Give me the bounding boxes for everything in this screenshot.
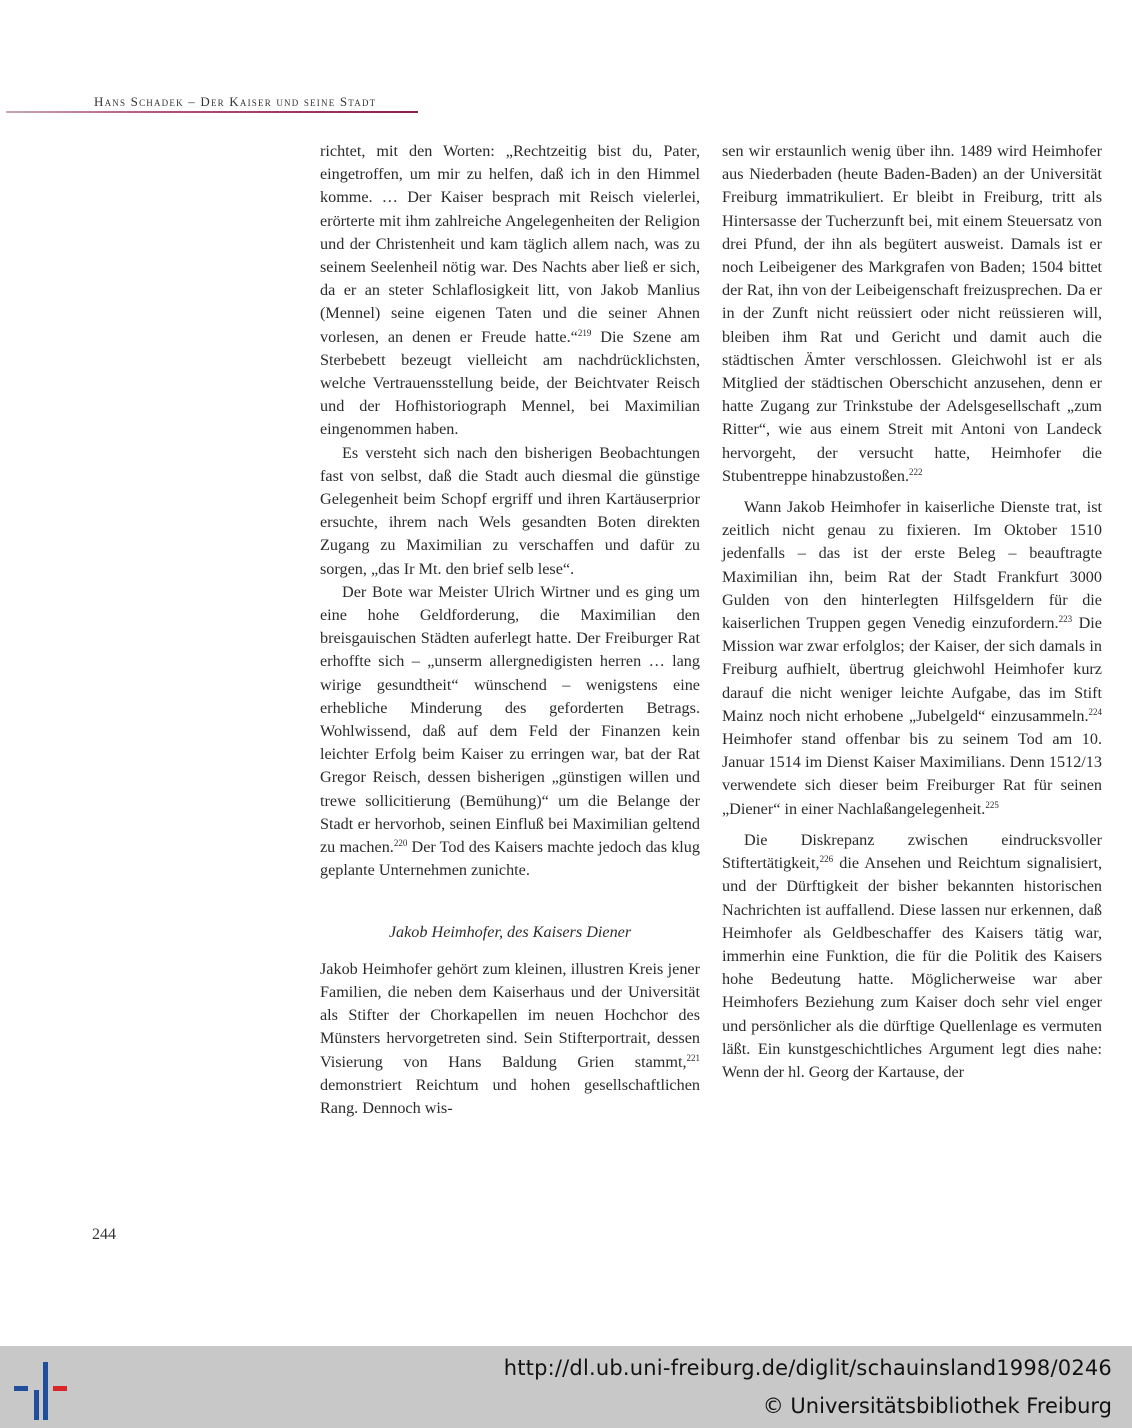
- paragraph: [320, 581, 700, 883]
- text-run: Heimhofer stand offenbar bis zu seinem Tod am 10. Januar 1514 im Dienst Kaiser Maximilians. Denn 1512/13 verwendete sich dieser beim Freiburger Rat für seinen „Diener“ in einer Nachlaßangelegenheit.: [722, 730, 1102, 818]
- footnote-ref[interactable]: 225: [985, 799, 999, 810]
- text-run: Die Szene am Sterbebett bezeugt vielleicht am nachdrücklichsten, welche Vertrauensstellung beide, der Beichtvater Reisch und der Hofhistoriograph Mennel, bei Maximilian eingenommen haben.: [320, 327, 700, 439]
- source-url-link[interactable]: http://dl.ub.uni-freiburg.de/diglit/schauinsland1998/0246: [503, 1356, 1112, 1380]
- paragraph: [722, 829, 1102, 1084]
- footnote-ref[interactable]: 226: [819, 854, 834, 865]
- text-run: richtet, mit den Worten: „Rechtzeitig bist du, Pater, eingetroffen, um mir zu helfen, daß ich in den Himmel komme. … Der Kaiser besprach mit Reisch vielerlei, erörterte mit ihm zahlreiche Angelegenheiten der Religion und der Christenheit und kam täglich allem nach, was zu seinem Seelenheil nötig war. Des Nachts aber ließ er sich, da er an steter Schlaflosigkeit litt, von Jakob Manlius (Mennel) seine eigenen Taten und die seiner Ahnen vorlesen, an denen er Freude hatte.“: [320, 142, 700, 346]
- text-run: demonstriert Reichtum und hohen gesellschaftlichen Rang. Dennoch wis-: [320, 1075, 700, 1117]
- footnote-ref[interactable]: 220: [393, 838, 408, 849]
- copyright-text: © Universitätsbibliothek Freiburg: [762, 1394, 1112, 1418]
- text-run: die Ansehen und Reichtum signalisiert, und der Dürftigkeit der bisher bekannten historischen Nachrichten ist auffallend. Diese lassen nur erkennen, daß Heimhofer als Geldbeschaffer des Kaisers tätig war, immerhin eine Funktion, die für die Politik des Kaisers hohe Bedeutung hatte. Möglicherweise war aber Heimhofers Beziehung zum Kaiser doch sehr viel enger und persönlicher als die dürftige Quellenlage es vermuten läßt. Ein kunstgeschichtliches Argument legt dies nahe: Wenn der hl. Georg der Kartause, der: [722, 854, 1102, 1081]
- footnote-ref[interactable]: 221: [686, 1052, 700, 1063]
- library-logo-icon[interactable]: [2, 1362, 72, 1424]
- paragraph: [722, 140, 1102, 488]
- header-rule: [6, 111, 418, 113]
- footnote-ref[interactable]: 223: [1058, 614, 1073, 625]
- footnote-ref[interactable]: 222: [909, 466, 923, 477]
- footnote-ref[interactable]: 219: [577, 327, 592, 338]
- section-heading: Jakob Heimhofer, des Kaisers Diener: [388, 922, 632, 941]
- right-column: [722, 140, 1102, 1084]
- page-number: 244: [92, 1226, 116, 1243]
- text-run: Die Mission war zwar erfolglos; der Kaiser, der sich damals in Freiburg aufhielt, übertrug gleichwohl Heimhofer kurz darauf die nicht weniger leichte Aufgabe, das im Stift Mainz noch nicht erhobene „Jubelgeld“ einzusammeln.: [722, 614, 1102, 725]
- text-run: Der Bote war Meister Ulrich Wirtner und es ging um eine hohe Geldforderung, die Maximilian den breisgauischen Städten auferlegt hatte. Der Freiburger Rat erhoffte sich – „unserm allergnedigisten herren … lang wirige gesundtheit“ wünschend – wenigstens eine erhebliche Minderung des geforderten Betrags. Wohlwissend, daß auf dem Feld der Finanzen kein leichter Erfolg beim Kaiser zu erringen war, bat der Rat Gregor Reisch, dessen bisherigen „günstigen willen und trewe sollicitierung (Bemühung)“ um die Belange der Stadt er hervorhob, seinen Einfluß bei Maximilian geltend zu machen.: [320, 582, 700, 857]
- text-run: Die Diskrepanz zwischen eindrucksvoller Stiftertätigkeit,: [722, 830, 1102, 873]
- text-run: Jakob Heimhofer gehört zum kleinen, illustren Kreis jener Familien, die neben dem Kaiserhaus und der Universität als Stifter der Chorkapellen im neuen Hochchor des Münsters hervorgetreten sind. Sein Stifterportrait, dessen Visierung von Hans Baldung Grien stammt,: [320, 959, 700, 1071]
- footnote-ref[interactable]: 224: [1088, 706, 1102, 717]
- paragraph: Es versteht sich nach den bisherigen Beobachtungen fast von selbst, daß die Stadt auch diesmal die günstige Gelegenheit beim Schopf ergriff und ihren Kartäuserprior ersuchte, ihrem nach Wels gesandten Boten direkten Zugang zu Maximilian zu verschaffen und dafür zu sorgen, „das Ir Mt. den brief selb lese“.: [320, 443, 700, 578]
- footer-bar: [0, 1346, 1132, 1428]
- text-run: sen wir erstaunlich wenig über ihn. 1489 wird Heimhofer aus Niederbaden (heute Baden-Baden) an der Universität Freiburg immatrikuliert. Er bleibt in Freiburg, tritt als Hintersasse der Tucherzunft bei, mit einem Steuersatz von drei Pfund, der ihn als begütert ausweist. Damals ist er noch Leibeigener des Markgrafen von Baden; 1504 bittet der Rat, ihn von der Leibeigenschaft freizusprechen. Da er in der Zunft nicht reüssiert oder nicht reüssieren will, bleiben ihm Rat und Gericht und damit auch die städtischen Ämter verschlossen. Gleichwohl ist er als Mitglied der städtischen Oberschicht anzusehen, denn er hatte Zugang zur Trinkstube der Adelsgesellschaft „zum Ritter“, wie aus einem Streit mit Antoni von Landeck hervorgeht, der versucht hatte, Heimhofer die Stubentreppe hinabzustoßen.: [722, 142, 1102, 485]
- text-run: Wann Jakob Heimhofer in kaiserliche Dienste trat, ist zeitlich nicht genau zu fixieren. Im Oktober 1510 jedenfalls – das ist der erste Beleg – beauftragte Maximilian ihn, beim Rat der Stadt Frankfurt 3000 Gulden von den hinterlegten Hilfsgeldern für die kaiserlichen Truppen gegen Venedig einzufordern.: [722, 498, 1102, 633]
- running-head: Hans Schadek – Der Kaiser und seine Stadt: [94, 94, 377, 109]
- paragraph: [320, 140, 700, 442]
- paragraph: [722, 496, 1102, 821]
- text-run: Der Tod des Kaisers machte jedoch das klug geplante Unternehmen zunichte.: [320, 838, 700, 880]
- left-column: [320, 140, 700, 1120]
- paragraph: [320, 958, 700, 1120]
